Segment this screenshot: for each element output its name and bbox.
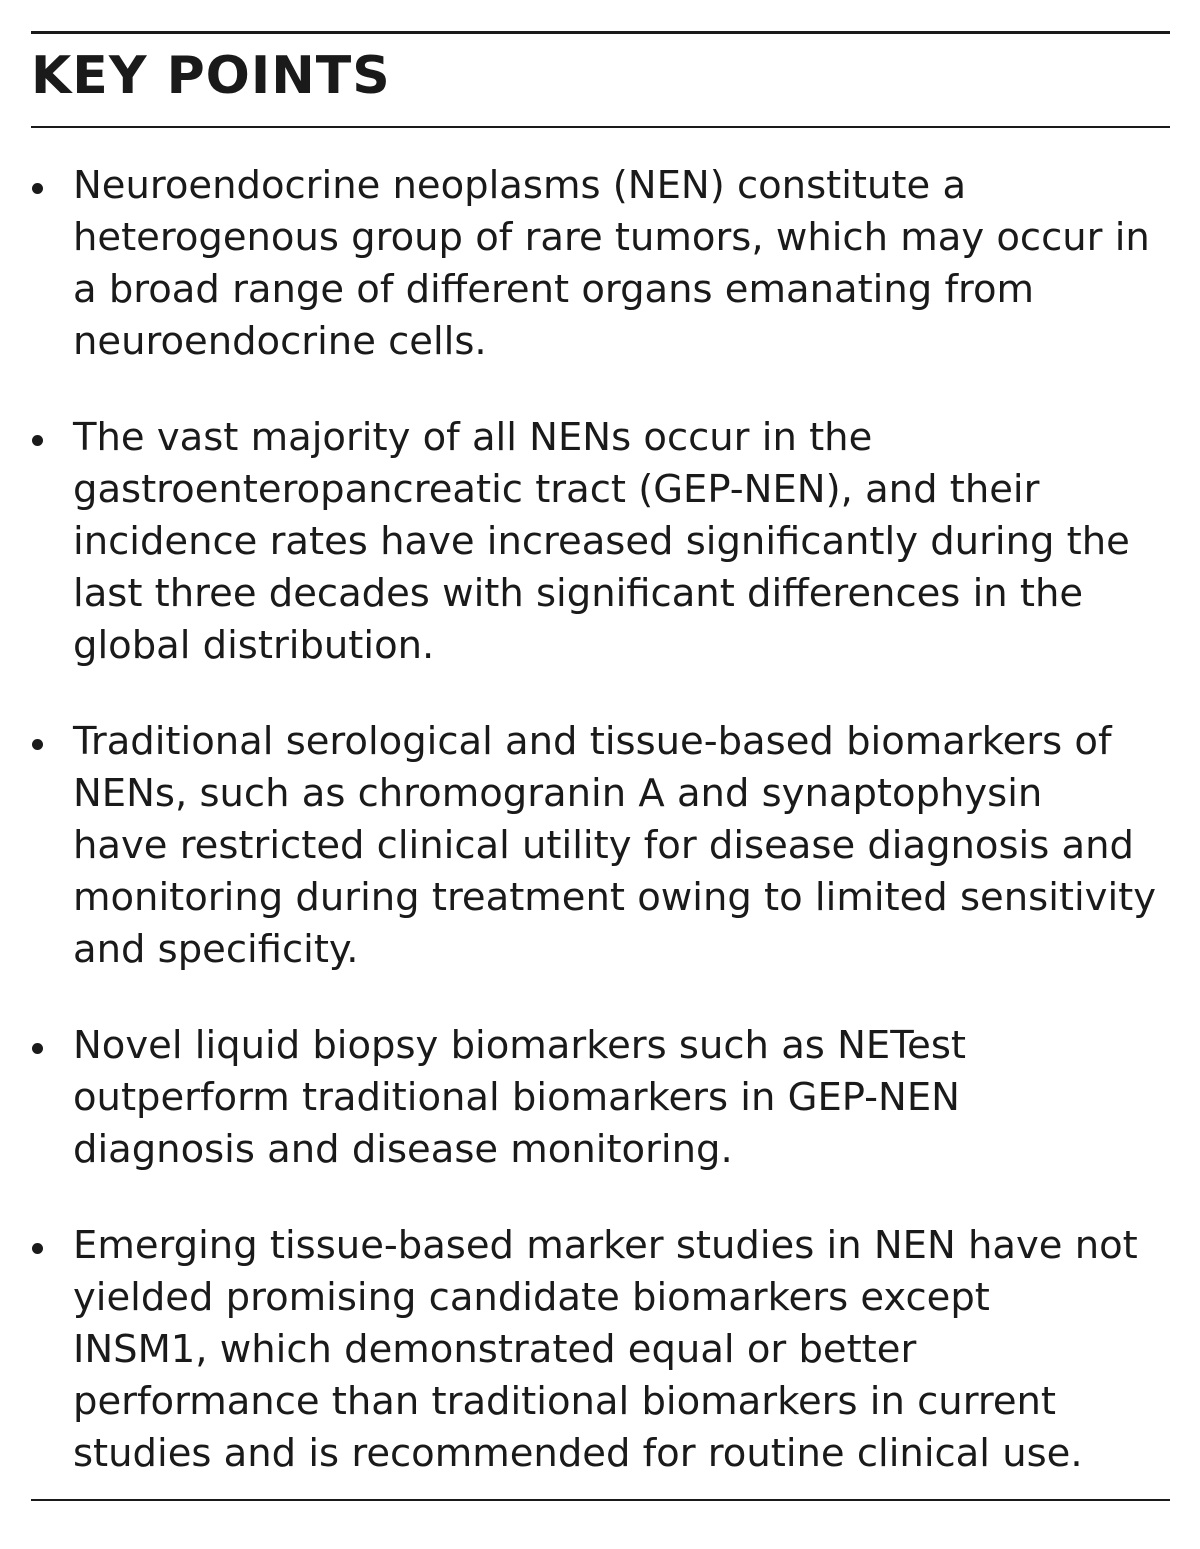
key-point-line: Novel liquid biopsy biomarkers such as NETest — [73, 1023, 967, 1068]
key-point-line: incidence rates have increased significantly during the — [73, 519, 1130, 564]
key-point-line: heterogenous group of rare tumors, which may occur in — [73, 215, 1150, 260]
key-point-line: Neuroendocrine neoplasms (NEN) constitute a — [73, 163, 967, 208]
key-point-line: Emerging tissue-based marker studies in NEN have not — [73, 1223, 1138, 1268]
key-point-line: a broad range of different organs emanating from — [73, 267, 1035, 312]
key-point-line: and specificity. — [73, 927, 359, 972]
key-point-line: gastroenteropancreatic tract (GEP-NEN), and their — [73, 467, 1040, 512]
key-point-line: The vast majority of all NENs occur in the — [73, 415, 873, 460]
bullet-icon — [32, 435, 43, 446]
key-point-line: studies and is recommended for routine clinical use. — [73, 1431, 1083, 1476]
bullet-icon — [32, 183, 43, 194]
key-points-heading: KEY POINTS — [31, 46, 391, 106]
key-point-4 — [31, 1020, 1170, 1176]
key-point-line: monitoring during treatment owing to limited sensitivity — [73, 875, 1157, 920]
bullet-icon — [32, 1243, 43, 1254]
key-points-list — [31, 128, 1170, 1480]
key-point-5 — [31, 1220, 1170, 1480]
key-point-line: outperform traditional biomarkers in GEP-NEN — [73, 1075, 960, 1120]
key-point-line: last three decades with significant differences in the — [73, 571, 1084, 616]
bullet-icon — [32, 1043, 43, 1054]
key-point-2 — [31, 412, 1170, 672]
key-point-line: yielded promising candidate biomarkers except — [73, 1275, 990, 1320]
key-points-box — [31, 31, 1170, 1480]
key-point-3 — [31, 716, 1170, 976]
key-point-line: global distribution. — [73, 623, 435, 668]
bottom-rule — [31, 1499, 1170, 1501]
key-point-line: neuroendocrine cells. — [73, 319, 487, 364]
key-point-line: INSM1, which demonstrated equal or better — [73, 1327, 917, 1372]
bullet-icon — [32, 739, 43, 750]
key-point-line: Traditional serological and tissue-based biomarkers of — [73, 719, 1112, 764]
key-point-1 — [31, 160, 1170, 368]
key-point-line: have restricted clinical utility for disease diagnosis and — [73, 823, 1134, 868]
key-point-line: NENs, such as chromogranin A and synaptophysin — [73, 771, 1043, 816]
key-point-line: diagnosis and disease monitoring. — [73, 1127, 733, 1172]
key-point-line: performance than traditional biomarkers in current — [73, 1379, 1057, 1424]
